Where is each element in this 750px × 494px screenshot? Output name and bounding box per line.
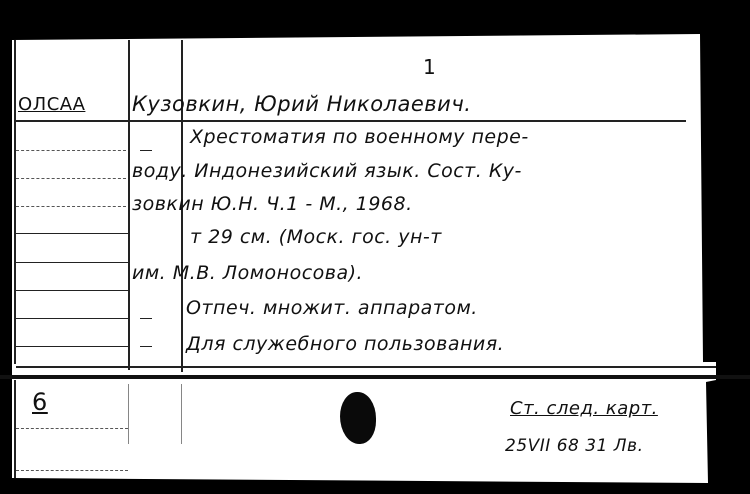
body-line-1: Хрестоматия по военному пере-: [190, 126, 529, 148]
rule-line: [16, 428, 128, 429]
rule-line: [16, 120, 686, 122]
rule-line: [16, 206, 126, 207]
column-rule-1: [128, 40, 130, 370]
body-line-5: им. М.В. Ломоносова).: [132, 262, 364, 284]
body-line-7: Для служебного пользования.: [186, 333, 505, 355]
body-line-6: Отпеч. множит. аппаратом.: [186, 297, 478, 319]
date-code: 25VII 68 31 Лв.: [505, 436, 644, 456]
tick: [140, 346, 152, 347]
shelfmark: ОЛСАА: [18, 94, 86, 115]
rule-line: [16, 178, 126, 179]
rule-line: [16, 470, 128, 471]
rule-line: [16, 290, 128, 291]
rule-line: [16, 262, 128, 263]
tick: [140, 150, 152, 151]
body-line-3: зовкин Ю.Н. Ч.1 - М., 1968.: [132, 193, 413, 215]
stamp-text: Ст. след. карт.: [510, 398, 658, 419]
rule-line: [16, 150, 126, 151]
rule-line: [16, 233, 128, 234]
author-heading: Кузовкин, Юрий Николаевич.: [132, 92, 472, 116]
body-line-2: воду. Индонезийский язык. Сост. Ку-: [132, 160, 522, 182]
column-rule-1-lower: [128, 384, 129, 444]
fold-line: [0, 375, 750, 379]
rule-line: [16, 318, 128, 319]
body-line-4: т 29 см. (Моск. гос. ун-т: [190, 226, 442, 248]
tick: [140, 318, 152, 319]
bottom-left-number: 6: [32, 388, 48, 416]
rule-line-bottom: [16, 366, 716, 368]
tick-mark: 1: [423, 55, 437, 79]
ink-blot: [340, 392, 376, 444]
column-rule-2-lower: [181, 384, 182, 444]
left-border-lower: [14, 380, 16, 478]
rule-line: [16, 346, 128, 347]
left-border: [14, 40, 16, 364]
